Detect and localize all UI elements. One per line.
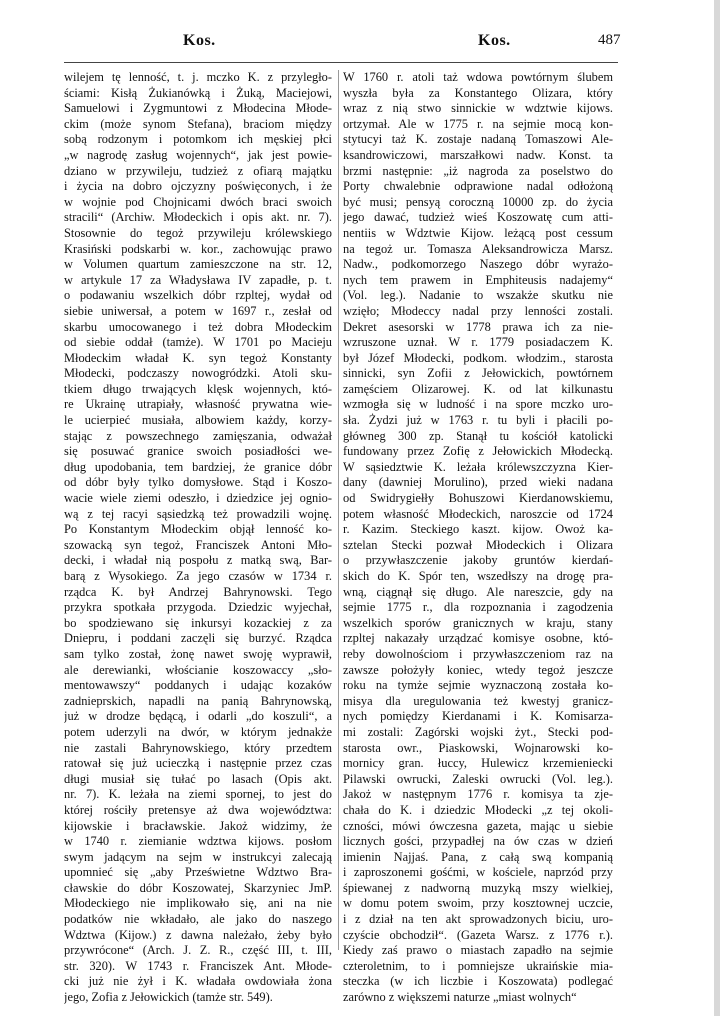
text-line: której rościły pretensye aż dwa województwa: — [64, 802, 332, 817]
text-line: sła. Żydzi już w 1763 r. tu byli i płacili po- — [343, 413, 613, 428]
text-line: W sąsiedztwie K. leżała królewszczyzna Kier- — [343, 459, 613, 474]
text-line: Młodeckim władał K. syn tegoż Konstanty — [64, 350, 332, 365]
text-line: sobą rodzonym i potomkom ich męskiej płci — [64, 132, 332, 147]
text-line: swym jadącym na sejm w instrukcyi zalecają — [64, 849, 332, 864]
text-line: dziano w przywileju, tudzież z ofiarą majątku — [64, 163, 332, 178]
text-line: zadnieprskich, napadli na panią Bahrynowską, — [64, 693, 332, 708]
text-line: bo spodziewano się inkursyi kozackiej z za — [64, 615, 332, 630]
text-line: stracili“ (Archiw. Młodeckich i opis akt. nr. 7). — [64, 210, 332, 225]
page-edge — [714, 0, 720, 1016]
running-head-left: Kos. — [183, 32, 216, 49]
text-line: podatków nie wkładało, ale jako do naszego — [64, 912, 332, 927]
text-line: zamęściem Olizarowej. K. od lat kilkunastu — [343, 381, 613, 396]
text-line: le ucierpieć musiała, albowiem każdy, korzy- — [64, 413, 332, 428]
text-line: rzpltej nakazały urządzać komisye osobne, któ- — [343, 631, 613, 646]
text-line: Kiedy zaś prawo o miastach zapadło na sejmie — [343, 943, 613, 958]
text-line: steczka (w ich liczbie i Koszowata) podlegać — [343, 974, 613, 989]
text-line: re Ukrainę utrapiały, własność prywatna wie- — [64, 397, 332, 412]
text-line: o przywłaszczenie jakoby gruntów kierdań- — [343, 553, 613, 568]
text-line: i zaproszonemi gośćmi, w kościele, naprzód przy — [343, 865, 613, 880]
text-line: siebie uniwersał, a potem w 1697 r., zesłał od — [64, 303, 332, 318]
text-line: długi musiał się tułać po lasach (Opis akt. — [64, 771, 332, 786]
text-line: w domu potem swoim, przy kosztownej uczcie, — [343, 896, 613, 911]
text-line: wszelkich sporów granicznych w kraju, stany — [343, 615, 613, 630]
text-line: wzmogła się w ludność i na spore mczko uro- — [343, 397, 613, 412]
text-line: Wdztwa (Kijow.) z dawna należało, żeby było — [64, 927, 332, 942]
text-line: potem własność Młodeckich, naroszcie od 1724 — [343, 506, 613, 521]
text-line: zarówno z większemi naturze „miast wolnych“ — [343, 990, 577, 1005]
text-line: czności, mówi ówczesna gazeta, mając u siebie — [343, 818, 613, 833]
page-number: 487 — [598, 32, 621, 48]
text-line: wą z tej racyi sąsiedzką też prowadzili wojnę. — [64, 506, 332, 521]
text-line: licznych gości, przypadłej na ów czas w dzień — [343, 834, 613, 849]
text-line: od siebie oddał (tamże). W 1701 po Macieju — [64, 335, 332, 350]
text-line: od Swidrygiełły Bohuszowi Kierdanowskiemu, — [343, 491, 613, 506]
text-line: Krasiński podskarbi w. kor., zachowując prawo — [64, 241, 332, 256]
text-line: fundowany przez Zofię z Jełowickich Młodecką. — [343, 444, 613, 459]
text-line: (Vol. leg.). Nadanie to wszakże skutku nie — [343, 288, 613, 303]
text-line: był Józef Młodecki, podkom. włodzim., starosta — [343, 350, 613, 365]
text-line: decki, i władał nią pospołu z matką swą, Bar- — [64, 553, 332, 568]
text-line: Młodeckiego nie implikowało się, ani na nie — [64, 896, 332, 911]
text-line: ckim (może synom Stefana), braciom między — [64, 116, 332, 131]
text-line: wacie wiele ziemi odeszło, i dziedzice jej ognio- — [64, 491, 332, 506]
text-line: i z dział na ten akt sprowadzonych biciu, uro- — [343, 912, 613, 927]
text-line: być musi; pensyą coroczną 10000 zp. do życia — [343, 194, 613, 209]
text-line: Dniepru, i poddani zaczęli się burzyć. Rządca — [64, 631, 332, 646]
text-line: kijowskie i bracławskie. Jakoż widzimy, że — [64, 818, 332, 833]
text-line: od dóbr były tylko domysłowe. Stąd i Koszo- — [64, 475, 332, 490]
text-line: str. 320). W 1743 r. Franciszek Ant. Młode- — [64, 958, 332, 973]
text-line: brzmi następnie: „iż nagroda za poselstwo do — [343, 163, 613, 178]
text-line: ściami: Kisłą Żukianówką i Żuką, Maciejowi, — [64, 85, 332, 100]
left-text-column — [64, 70, 332, 1006]
text-line: Samuelowi i Zygmuntowi z Młodecina Młode- — [64, 101, 332, 116]
text-line: Nadw., podkomorzego Naszego dóbr wyrażo- — [343, 257, 613, 272]
text-line: starosta owr., Piaskowski, Wojnarowski ko- — [343, 740, 613, 755]
text-line: chała do K. i dziedzic Młodecki „z tej okoli- — [343, 802, 613, 817]
text-line: jego, Zofia z Jełowickich (tamże str. 549). — [64, 990, 273, 1005]
text-line: rządca K. był Andrzej Bahrynowski. Tego — [64, 584, 332, 599]
text-line: roku na tymże sejmie wyznaczoną została ko- — [343, 678, 613, 693]
text-line: nych tem prawem in Emphiteusis nadajemy“ — [343, 272, 613, 287]
text-line: nie zastali Bahrynowskiego, który przedtem — [64, 740, 332, 755]
text-line: Stosownie do tegoż przywileju królewskiego — [64, 225, 332, 240]
page-header — [0, 32, 720, 56]
text-line: już w drodze będącą, i odarli „do koszuli“, a — [64, 709, 332, 724]
text-line: Pilawski owrucki, Zaleski owrucki (Vol. leg.). — [343, 771, 613, 786]
text-line: przykra spotkała przygoda. Dziedzic wyjechał, — [64, 600, 332, 615]
text-line: wilejem tę lenność, t. j. mczko K. z przyległo- — [64, 70, 332, 84]
text-line: wną, ciągnął się długo. Ale nareszcie, gdy na — [343, 584, 613, 599]
text-line: czyście obchodził“. (Gazeta Warsz. z 1776 r.). — [343, 927, 613, 942]
text-line: W 1760 r. atoli taż wdowa powtórnym ślubem — [343, 70, 613, 84]
text-line: imienin Najjaś. Pana, z całą swą kompanią — [343, 849, 613, 864]
text-line: na tegoż ur. Tomasza Aleksandrowicza Marsz. — [343, 241, 613, 256]
text-line: mentowawszy“ poddanych i udając kozaków — [64, 678, 332, 693]
text-line: stytucyi taż K. zostaje nadaną Tomaszowi Ale- — [343, 132, 613, 147]
text-line: ksandrowiczowi, marszałkowi nadw. Konst. ta — [343, 147, 613, 162]
text-line: Jakoż w następnym 1776 r. komisya ta zje- — [343, 787, 613, 802]
text-line: jego dawać, tudzież wieś Koszowatę cum atti- — [343, 210, 613, 225]
text-line: sejmie 1775 r., dla rozpoznania i zagodzenia — [343, 600, 613, 615]
text-line: nr. 7). K. leżała na ziemi spornej, to jest do — [64, 787, 332, 802]
header-rule — [64, 62, 618, 63]
text-line: Młodecki, podczaszy nowogródzki. Atoli sku- — [64, 366, 332, 381]
text-line: i życia na dobro ojczyzny poświęconych, i że — [64, 179, 332, 194]
text-line: nych pomiędzy Kierdanami i K. Komisarza- — [343, 709, 613, 724]
text-line: „w nagrodę zasług wojennych“, jak jest powie- — [64, 147, 332, 162]
text-line: wzruszone uznał. W r. 1779 posiadaczem K. — [343, 335, 613, 350]
text-line: w artykule 17 za Władysława IV zapadłe, p. t. — [64, 272, 332, 287]
text-line: misya dla uregulowania też kwestyj granicz- — [343, 693, 613, 708]
text-line: sztelan Stecki pozwał Młodeckich i Olizara — [343, 537, 613, 552]
text-line: wzięło; Młodeccy nadal przy lenności zostali. — [343, 303, 613, 318]
text-line: w wojnie pod Chojnicami dwóch braci swoich — [64, 194, 332, 209]
text-line: w 1740 r. ziemianie wdztwa kijows. posłom — [64, 834, 332, 849]
running-head-right: Kos. — [478, 32, 511, 49]
text-line: mornicy gran. łuccy, Hulewicz krzemieniecki — [343, 756, 613, 771]
text-line: dług upodobania, tem bardziej, że granice dóbr — [64, 459, 332, 474]
text-line: Dekret asesorski w 1778 prawa ich za nie- — [343, 319, 613, 334]
text-line: wraz z nią stwo sinnickie w wdztwie kijows. — [343, 101, 613, 116]
text-line: potem uderzyli na dwór, w którym jednakże — [64, 724, 332, 739]
text-line: sinnicki, syn Zofii z Jełowickich, powtórnem — [343, 366, 613, 381]
text-line: wyszła była za Konstantego Olizara, który — [343, 85, 613, 100]
text-line: cki już nie żył i K. władała owdowiała żona — [64, 974, 332, 989]
text-line: reby dowolnościom i przywłaszczeniom raz na — [343, 646, 613, 661]
text-line: w Volumen quartum zamieszczone na str. 12, — [64, 257, 332, 272]
text-line: śpiewanej z nadworną muzyką mszy wielkiej, — [343, 880, 613, 895]
text-line: r. Kazim. Steckiego kaszt. kijow. Owoż ka- — [343, 522, 613, 537]
text-line: mi zostali: Zagórski wojski żyt., Stecki pod- — [343, 724, 613, 739]
text-line: się posuwać granice swoich posiadłości we- — [64, 444, 332, 459]
right-text-column — [343, 70, 613, 1006]
text-line: zawsze położyły koniec, wtedy tegoż jeszcze — [343, 662, 613, 677]
text-line: dany (dawniej Morulino), przed wieki nadana — [343, 475, 613, 490]
column-divider — [338, 70, 339, 950]
text-line: sam tylko został, żonę nawet swoję wyprawił, — [64, 646, 332, 661]
text-line: ortzymał. Ale w 1775 r. na sejmie mocą kon- — [343, 116, 613, 131]
text-line: przywrócone“ (Arch. J. Z. R., część III, t. III, — [64, 943, 332, 958]
text-line: szowacką syn tegoż, Franciszek Antoni Mło- — [64, 537, 332, 552]
text-line: nentiis w Wdztwie Kijow. leżącą post cessum — [343, 225, 613, 240]
text-line: upomnieć się „aby Prześwietne Wdztwo Bra- — [64, 865, 332, 880]
text-line: o podawaniu wszelkich dóbr rzpltej, wydał od — [64, 288, 332, 303]
text-line: główneg 300 zp. Stanął tu kościół katolicki — [343, 428, 613, 443]
text-line: Porty chwalebnie odprawione nadal odłożoną — [343, 179, 613, 194]
text-line: czteroletnim, to i pomniejsze ukraińskie mia- — [343, 958, 613, 973]
text-line: tkiem długo trwających klęsk wojennych, któ- — [64, 381, 332, 396]
text-line: barą z Wysokiego. Za jego czasów w 1734 r. — [64, 569, 332, 583]
text-line: ale derewianki, włościanie koszowaccy „sło- — [64, 662, 332, 677]
text-line: ratował się już ucieczką i następnie przez czas — [64, 756, 332, 771]
text-line: cławskie do dóbr Koszowatej, Skarzyniec JmP. — [64, 880, 332, 895]
text-line: Po Konstantym Młodeckim objął lenność ko- — [64, 522, 332, 537]
text-line: skarbu umocowanego i też dobra Młodeckim — [64, 319, 332, 334]
text-line: stając z powszechnego zamięszania, odważał — [64, 428, 332, 443]
text-line: skich do K. Spór ten, wszedłszy na drogę pra- — [343, 569, 613, 583]
